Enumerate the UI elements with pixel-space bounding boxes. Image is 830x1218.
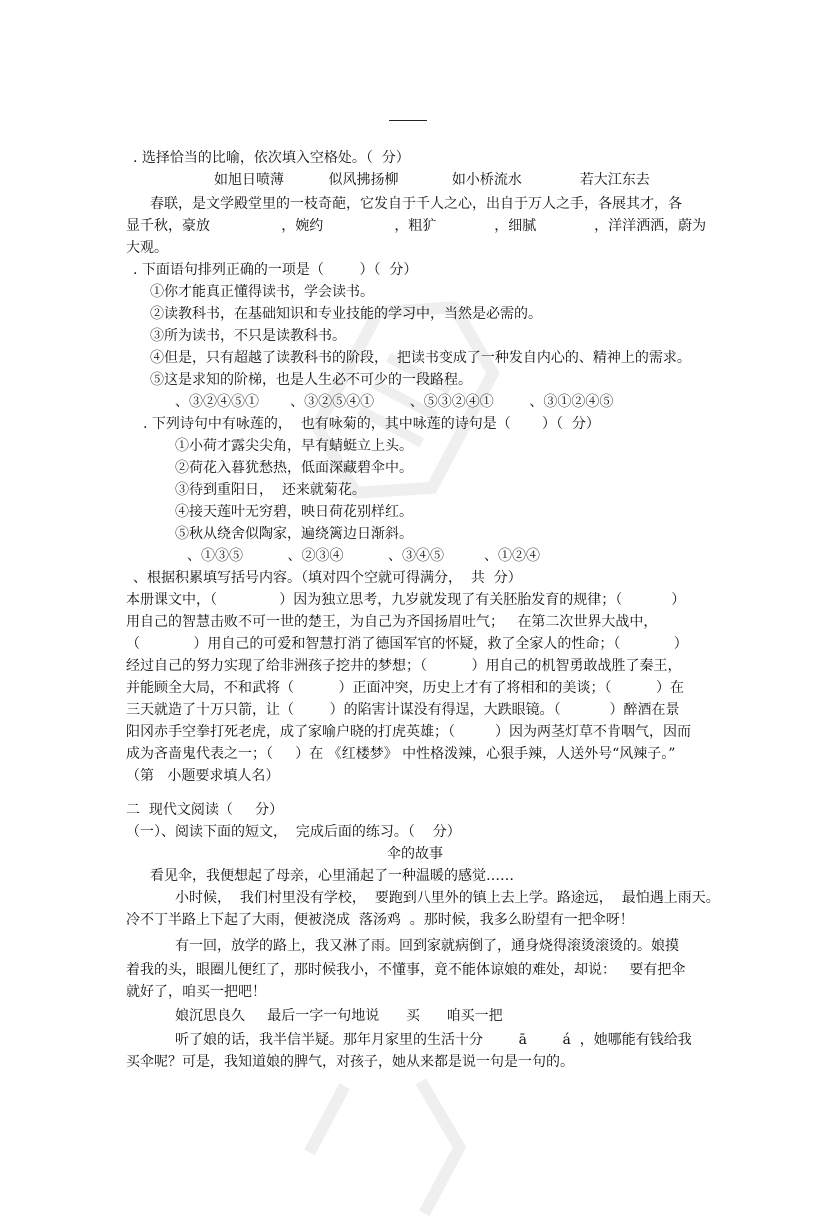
fill-blank-line: 成为吝啬鬼代表之一；（ ）在 《红楼梦》 中性格泼辣，心狠手辣，人送外号“风辣子。” <box>126 746 676 762</box>
story-line: 有一回，放学的路上，我又淋了雨。回到家就病倒了，通身烧得滚烫滚烫的。娘摸 <box>175 938 679 954</box>
passage-line: 春联，是文学殿堂里的一枝奇葩，它发自于千人之心，出自于万人之手，各展其才，各 <box>150 196 682 212</box>
reading-instruction: （一）、阅读下面的短文， 完成后面的练习。（ 分） <box>126 824 461 840</box>
sentence-option: ②读教科书，在基础知识和专业技能的学习中，当然是必需的。 <box>150 306 542 322</box>
story-line: 小时候， 我们村里没有学校， 要跑到八里外的镇上去上学。路途远， 最怕遇上雨天。 <box>175 890 720 906</box>
fill-blank-line: 并能顾全大局，不和武将（ ）正面冲突，历史上才有了将相和的美谈；（ ）在 <box>126 680 685 696</box>
story-line: 娘沉思良久 最后一字一句地说 买 咱买一把 <box>175 1008 503 1024</box>
poem-line: ①小荷才露尖尖角，早有蜻蜓立上头。 <box>175 438 413 454</box>
story-title: 伞的故事 <box>387 846 443 862</box>
poem-line: ②荷花入暮犹愁热，低面深藏碧伞中。 <box>175 460 413 476</box>
question-1-stem: . 选择恰当的比喻，依次填入空格处。（ 分） <box>133 150 410 166</box>
poem-line: ③待到重阳日， 还来就菊花。 <box>175 482 366 498</box>
question-1-options: 如旭日喷薄 似风拂扬柳 如小桥流水 若大江东去 <box>214 172 650 188</box>
passage-line: 大观。 <box>126 240 168 256</box>
story-line: 买伞呢？可是，我知道娘的脾气，对孩子，她从来都是说一句是一句的。 <box>126 1054 574 1070</box>
question-3-stem: . 下列诗句中有咏莲的， 也有咏菊的，其中咏莲的诗句是（ ）（ 分） <box>143 416 600 432</box>
answer-choices: 、③②④⑤① 、③②⑤④① 、⑤③②④① 、③①②④⑤ <box>175 394 614 410</box>
sentence-option: ④但是，只有超越了读教科书的阶段， 把读书变成了一种发自内心的、精神上的需求。 <box>150 350 691 366</box>
fill-blank-line: 经过自己的努力实现了给非洲孩子挖井的梦想；（ ）用自己的机智勇敢战胜了秦王， <box>126 658 682 674</box>
fill-blank-line: 三天就造了十万只箭，让（ ）的陷害计谋没有得逞，大跌眼镜。（ ）醉酒在景 <box>126 702 680 718</box>
story-line: 就好了，咱买一把吧！ <box>126 984 266 1000</box>
poem-line: ⑤秋从绕舍似陶家，遍绕篱边日渐斜。 <box>175 526 413 542</box>
header-rule <box>389 120 427 121</box>
fill-blank-line: 阳冈赤手空拳打死老虎，成了家喻户晓的打虎英雄；（ ）因为两茎灯草不肯咽气，因而 <box>126 724 692 740</box>
sentence-option: ⑤这是求知的阶梯，也是人生必不可少的一段路程。 <box>150 372 472 388</box>
sentence-option: ①你才能真正懂得读书，学会读书。 <box>150 284 374 300</box>
question-4-stem: 、根据积累填写括号内容。（填对四个空就可得满分， 共 分） <box>133 570 522 586</box>
fill-blank-line: （ ）用自己的可爱和智慧打消了德国军官的怀疑，救了全家人的性命；（ ） <box>126 636 688 652</box>
fill-blank-line: 本册课文中，（ ）因为独立思考，九岁就发现了有关胚胎发育的规律；（ ） <box>126 592 686 608</box>
fill-blank-line: 用自己的智慧击败不可一世的楚王，为自己为齐国扬眉吐气； 在第二次世界大战中， <box>126 614 658 630</box>
story-line: 看见伞，我便想起了母亲，心里涌起了一种温暖的感觉…… <box>150 868 514 884</box>
section-heading: 二 现代文阅读（ 分） <box>126 802 284 818</box>
poem-line: ④接天莲叶无穷碧，映日荷花别样红。 <box>175 504 413 520</box>
story-line: 着我的头，眼圈儿便红了，那时候我小，不懂事，竟不能体谅娘的难处，却说： 要有把伞 <box>126 962 686 978</box>
story-line: 冷不丁半路上下起了大雨，便被浇成 落汤鸡 。那时候，我多么盼望有一把伞呀！ <box>126 912 634 928</box>
question-2-stem: . 下面语句排列正确的一项是（ ）（ 分） <box>133 262 418 278</box>
passage-line: 显千秋，豪放 ，婉约 ，粗犷 ，细腻 ，洋洋洒洒，蔚为 <box>126 218 707 234</box>
answer-choices: 、①③⑤ 、②③④ 、③④⑤ 、①②④ <box>187 548 541 564</box>
story-line: 听了娘的话，我半信半疑。那年月家里的生活十分 ā á ，她哪能有钱给我 <box>175 1032 692 1048</box>
sentence-option: ③所为读书，不只是读教科书。 <box>150 328 346 344</box>
fill-blank-note: （第 小题要求填人名） <box>126 768 280 784</box>
